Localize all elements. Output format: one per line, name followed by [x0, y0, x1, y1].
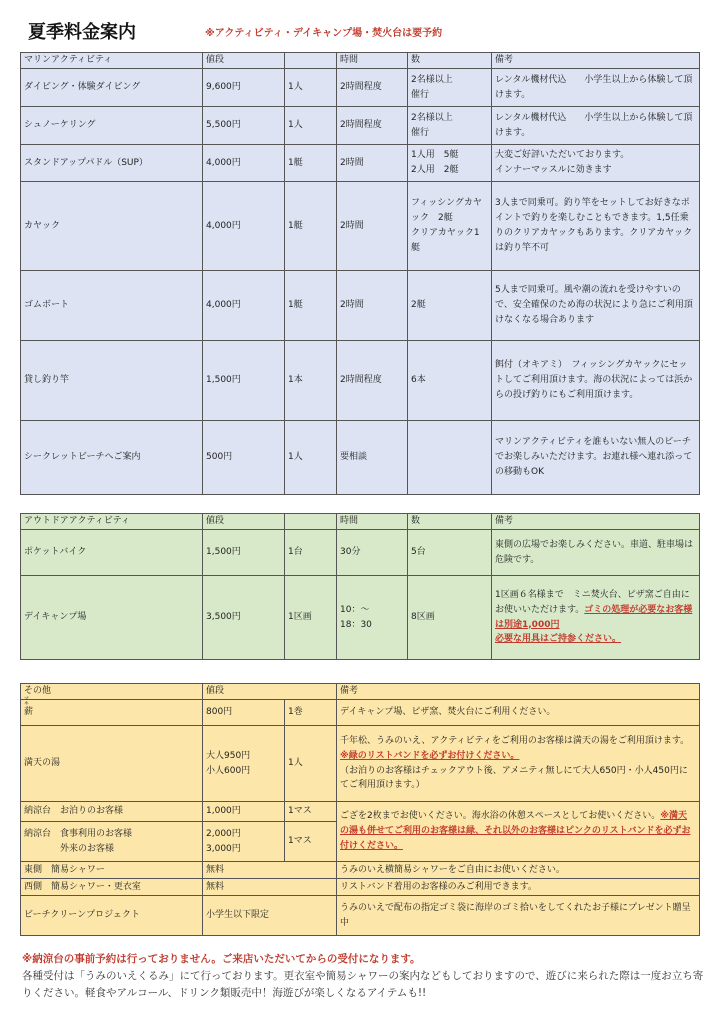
bath-unit: 1人: [285, 726, 337, 802]
outdoor-price: 1,500円: [203, 530, 285, 576]
deck-meal-unit: 1マス: [285, 822, 337, 862]
marine-note: レンタル機材代込 小学生以上から体験して頂けます。: [492, 69, 700, 107]
marine-header-0: マリンアクティビティ: [21, 53, 203, 69]
marine-qty: [408, 421, 492, 495]
marine-activity-table: [20, 52, 700, 495]
table-row: [21, 69, 700, 107]
reception-info: 各種受付は「うみのいえくるみ」にて行っております。更衣室や簡易シャワーの案内などもしておりますので、遊びに来られた際は一度お立ち寄りください。軽食やアルコール、ドリンク類販売中！海遊びが楽しくなるアイテムも!!: [22, 970, 704, 1000]
marine-qty: 2艇: [408, 271, 492, 341]
marine-price: 9,600円: [203, 69, 285, 107]
outdoor-activity-table: [20, 513, 700, 660]
firewood-note: デイキャンプ場、ピザ窯、焚火台にご利用ください。: [337, 700, 700, 726]
shower-east-note: うみのいえ横簡易シャワーをご自由にお使いください。: [337, 862, 700, 879]
marine-unit: 1艇: [285, 145, 337, 182]
marine-header-4: 数: [408, 53, 492, 69]
outdoor-unit: 1区画: [285, 576, 337, 660]
outdoor-name: デイキャンプ場: [21, 576, 203, 660]
outdoor-time: 10：～ 18：30: [337, 576, 408, 660]
marine-time: 要相談: [337, 421, 408, 495]
page-title: 夏季料金案内: [28, 22, 136, 43]
marine-qty: フィッシングカヤック 2艇 クリアカヤック1艇: [408, 182, 492, 271]
marine-qty: 1人用 5艇 2人用 2艇: [408, 145, 492, 182]
marine-unit: 1人: [285, 421, 337, 495]
shower-east-price: 無料: [203, 862, 337, 879]
marine-name: シークレットビーチへご案内: [21, 421, 203, 495]
outdoor-header-2: [285, 514, 337, 530]
other-header-name: その他: [21, 684, 203, 700]
table-row: [21, 145, 700, 182]
reservation-notice: ※アクティビティ・デイキャンプ場・焚火台は要予約: [205, 28, 443, 39]
beach-clean-name: ビーチクリーンプロジェクト: [21, 896, 203, 936]
outdoor-qty: 5台: [408, 530, 492, 576]
outdoor-note: 1区画６名様まで ミニ焚火台、ピザ窯ご自由にお使いいただけます。ゴミの処理が必要なお客様は別途1,000円 必要な用具はご持参ください。: [492, 576, 700, 660]
table-row: [21, 182, 700, 271]
beach-clean-note: うみのいえで配布の指定ゴミ袋に海岸のゴミ拾いをしてくれたお子様にプレゼント贈呈中: [337, 896, 700, 936]
beach-clean-price: 小学生以下限定: [203, 896, 337, 936]
outdoor-header-5: 備考: [492, 514, 700, 530]
deck-reservation-note: ※納涼台の事前予約は行っておりません。ご来店いただいてからの受付になります。: [22, 953, 421, 965]
outdoor-header-0: アウトドアアクティビティ: [21, 514, 203, 530]
shower-west-name: 西側 簡易シャワー・更衣室: [21, 879, 203, 896]
table-row: [21, 421, 700, 495]
bath-price: 大人950円 小人600円: [203, 726, 285, 802]
firewood-unit: 1巻: [285, 700, 337, 726]
outdoor-qty: 8区画: [408, 576, 492, 660]
table-row: [21, 341, 700, 421]
marine-time: 2時間程度: [337, 69, 408, 107]
marine-note: 3人まで同乗可。釣り竿をセットしてお好きなポイントで釣りを楽しむこともできます。1,5任乗りのクリアカヤックもあります。クリアカヤックは釣り竿不可: [492, 182, 700, 271]
outdoor-time: 30分: [337, 530, 408, 576]
marine-price: 4,000円: [203, 145, 285, 182]
other-services-table: [20, 683, 700, 936]
deck-meal-name: 納涼台 食事利用のお客様 外来のお客様: [21, 822, 203, 862]
marine-price: 5,500円: [203, 107, 285, 145]
marine-header-1: 値段: [203, 53, 285, 69]
marine-note: レンタル機材代込 小学生以上から体験して頂けます。: [492, 107, 700, 145]
marine-note: 大変ご好評いただいております。 インナーマッスルに効きます: [492, 145, 700, 182]
marine-price: 4,000円: [203, 182, 285, 271]
marine-time: 2時間: [337, 182, 408, 271]
table-row: [21, 107, 700, 145]
marine-note: マリンアクティビティを誰もいない無人のビーチでお楽しみいただけます。お連れ様へ連れ添っての移動もOK: [492, 421, 700, 495]
deck-meal-price: 2,000円 3,000円: [203, 822, 285, 862]
marine-price: 500円: [203, 421, 285, 495]
marine-name: ダイビング・体験ダイビング: [21, 69, 203, 107]
outdoor-header-3: 時間: [337, 514, 408, 530]
marine-unit: 1人: [285, 107, 337, 145]
outdoor-note: 東側の広場でお楽しみください。車道、駐車場は危険です。: [492, 530, 700, 576]
marine-unit: 1人: [285, 69, 337, 107]
marine-time: 2時間程度: [337, 107, 408, 145]
marine-qty: 2名様以上 催行: [408, 69, 492, 107]
outdoor-header-4: 数: [408, 514, 492, 530]
marine-price: 4,000円: [203, 271, 285, 341]
marine-qty: 6本: [408, 341, 492, 421]
marine-header-5: 備考: [492, 53, 700, 69]
marine-price: 1,500円: [203, 341, 285, 421]
marine-unit: 1本: [285, 341, 337, 421]
marine-header-2: [285, 53, 337, 69]
marine-name: スタンドアップパドル（SUP）: [21, 145, 203, 182]
other-header-price: 値段: [203, 684, 337, 700]
marine-name: 貸し釣り竿: [21, 341, 203, 421]
outdoor-name: ポケットバイク: [21, 530, 203, 576]
marine-name: ゴムボート: [21, 271, 203, 341]
marine-note: 餌付（オキアミ） フィッシングカヤックにセットしてご利用頂けます。海の状況によっては浜からの投げ釣りにもご利用頂けます。: [492, 341, 700, 421]
deck-note: ござを2枚までお使いください。海水浴の休憩スペースとしてお使いください。※満天の湯も併せてご利用のお客様は緑、それ以外のお客様はピンクのリストバンドを必ずお付けください。: [337, 802, 700, 862]
deck-stay-price: 1,000円: [203, 802, 285, 822]
shower-east-name: 東側 簡易シャワー: [21, 862, 203, 879]
marine-qty: 2名様以上 催行: [408, 107, 492, 145]
marine-time: 2時間: [337, 271, 408, 341]
marine-name: カヤック: [21, 182, 203, 271]
bath-note: 千年松、うみのいえ、アクティビティをご利用のお客様は満天の湯をご利用頂けます。※緑のリストバンドを必ずお付けください。 （お泊りのお客様はチェックアウト後、アメニティ無しにて大人650円・小人450円にてご利用頂けます。）: [337, 726, 700, 802]
outdoor-price: 3,500円: [203, 576, 285, 660]
marine-name: シュノーケリング: [21, 107, 203, 145]
firewood-price: 800円: [203, 700, 285, 726]
outdoor-header-1: 値段: [203, 514, 285, 530]
marine-unit: 1艇: [285, 182, 337, 271]
table-row: [21, 576, 700, 660]
other-header-note: 備考: [337, 684, 700, 700]
shower-west-price: 無料: [203, 879, 337, 896]
bath-name: 満天の湯: [21, 726, 203, 802]
marine-note: 5人まで同乗可。風や潮の流れを受けやすいので、安全確保のため海の状況により急にご利用頂けなくなる場合あります: [492, 271, 700, 341]
marine-time: 2時間: [337, 145, 408, 182]
marine-time: 2時間程度: [337, 341, 408, 421]
table-row: [21, 530, 700, 576]
outdoor-unit: 1台: [285, 530, 337, 576]
marine-header-3: 時間: [337, 53, 408, 69]
table-row: [21, 271, 700, 341]
deck-stay-unit: 1マス: [285, 802, 337, 822]
marine-unit: 1艇: [285, 271, 337, 341]
firewood-name: 薪 マキ: [21, 700, 203, 726]
shower-west-note: リストバンド着用のお客様のみご利用できます。: [337, 879, 700, 896]
deck-stay-name: 納涼台 お泊りのお客様: [21, 802, 203, 822]
